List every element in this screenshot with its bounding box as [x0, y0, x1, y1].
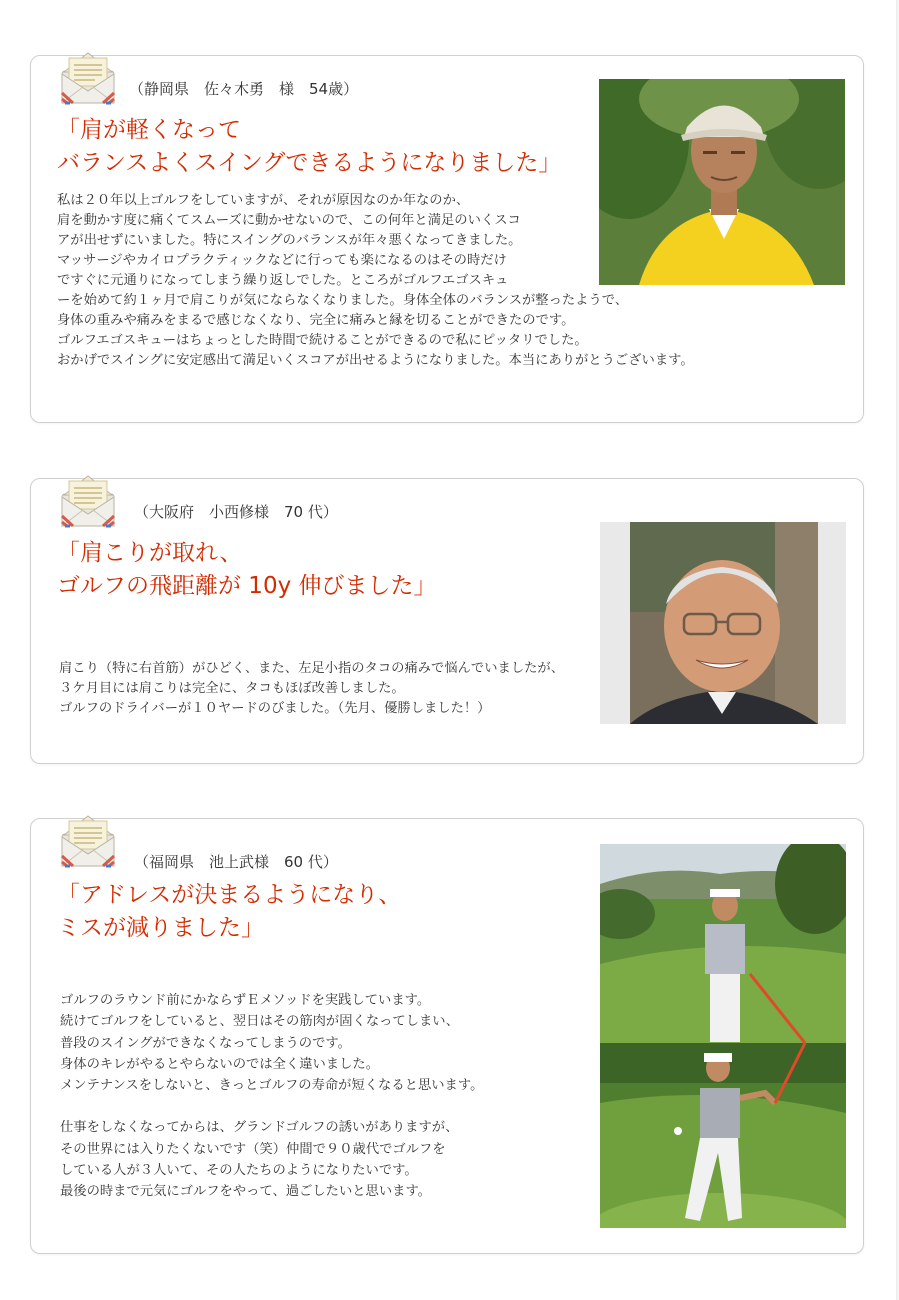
headline-line: 「肩こりが取れ、	[57, 540, 243, 566]
customer-photo-swing	[600, 1043, 846, 1228]
customer-photo	[600, 522, 846, 724]
body-line: マッサージやカイロプラクティックなどに行っても楽になるのはその時だけ	[57, 253, 507, 268]
testimonial-card	[30, 55, 864, 423]
testimonial-body	[59, 659, 564, 719]
body-line: ゴルフエゴスキューはちょっとした時間で続けることができるので私にピッタリでした。	[57, 333, 588, 348]
headline-line: 「肩が軽くなって	[57, 117, 241, 143]
body-line: メンテナンスをしないと、きっとゴルフの寿命が短くなると思います。	[60, 1078, 484, 1094]
body-line: ゴルフのドライバーが１０ヤードのびました。（先月、優勝しました！）	[59, 701, 491, 716]
testimonial-headline	[57, 114, 561, 180]
testimonial-card	[30, 818, 864, 1254]
headline-line: バランスよくスイングできるようになりました」	[57, 150, 562, 176]
body-line: ゴルフのラウンド前にかならずＥメソッドを実践しています。	[60, 993, 431, 1008]
customer-photo	[599, 79, 845, 285]
body-line: 続けてゴルフをしていると、翌日はその筋肉が固くなってしまい、	[60, 1014, 459, 1030]
body-line: 肩こり（特に右首筋）がひどく、また、左足小指のタコの痛みで悩んでいましたが、	[59, 661, 565, 676]
body-line	[60, 1096, 483, 1117]
headline-line: ゴルフの飛距離が 10y 伸びました」	[57, 573, 437, 599]
testimonial-body	[60, 990, 483, 1203]
testimonial-headline	[57, 879, 401, 945]
body-line: 身体のキレがやるとやらないのでは全く違いました。	[60, 1056, 379, 1072]
customer-photo-address	[600, 844, 846, 1043]
body-line: アが出せずにいました。特にスイングのバランスが年々悪くなってきました。	[57, 233, 522, 248]
envelope-letter-icon	[59, 812, 117, 868]
body-line: その世界には入りたくないです（笑）仲間で９０歳代でゴルフを	[60, 1141, 446, 1157]
testimonial-card	[30, 478, 864, 764]
headline-line: 「アドレスが決まるようになり、	[57, 882, 402, 908]
customer-name: （静岡県 佐々木勇 様 54歳）	[129, 80, 359, 98]
testimonial-headline	[57, 537, 437, 603]
customer-name: （福岡県 池上武様 60 代）	[134, 853, 338, 871]
headline-line: ミスが減りました」	[57, 915, 264, 941]
customer-name: （大阪府 小西修様 70 代）	[134, 503, 338, 521]
body-line: 肩を動かす度に痛くてスムーズに動かせないので、この何年と満足のいくスコ	[57, 213, 521, 228]
body-line: 最後の時まで元気にゴルフをやって、過ごしたいと思います。	[60, 1184, 431, 1200]
envelope-letter-icon	[59, 49, 117, 105]
body-line: ３ケ月目には肩こりは完全に、タコもほぼ改善しました。	[59, 681, 405, 696]
body-line: 私は２０年以上ゴルフをしていますが、それが原因なのか年なのか、	[57, 193, 470, 208]
body-line: している人が３人いて、その人たちのようになりたいです。	[60, 1163, 418, 1179]
body-line: ーを始めて約１ヶ月で肩こりが気にならなくなりました。身体全体のバランスが整ったようで、	[57, 293, 629, 308]
body-line: ですぐに元通りになってしまう繰り返しでした。ところがゴルフエゴスキュ	[57, 273, 509, 288]
body-line: 普段のスイングができなくなってしまうのです。	[60, 1035, 351, 1051]
body-line: おかげでスイングに安定感出て満足いくスコアが出せるようになりました。本当にありがとうございます。	[57, 353, 694, 368]
body-line: 仕事をしなくなってからは、グランドゴルフの誘いがありますが、	[60, 1120, 459, 1136]
body-line: 身体の重みや痛みをまるで感じなくなり、完全に痛みと縁を切ることができたのです。	[57, 313, 575, 328]
envelope-letter-icon	[59, 472, 117, 528]
